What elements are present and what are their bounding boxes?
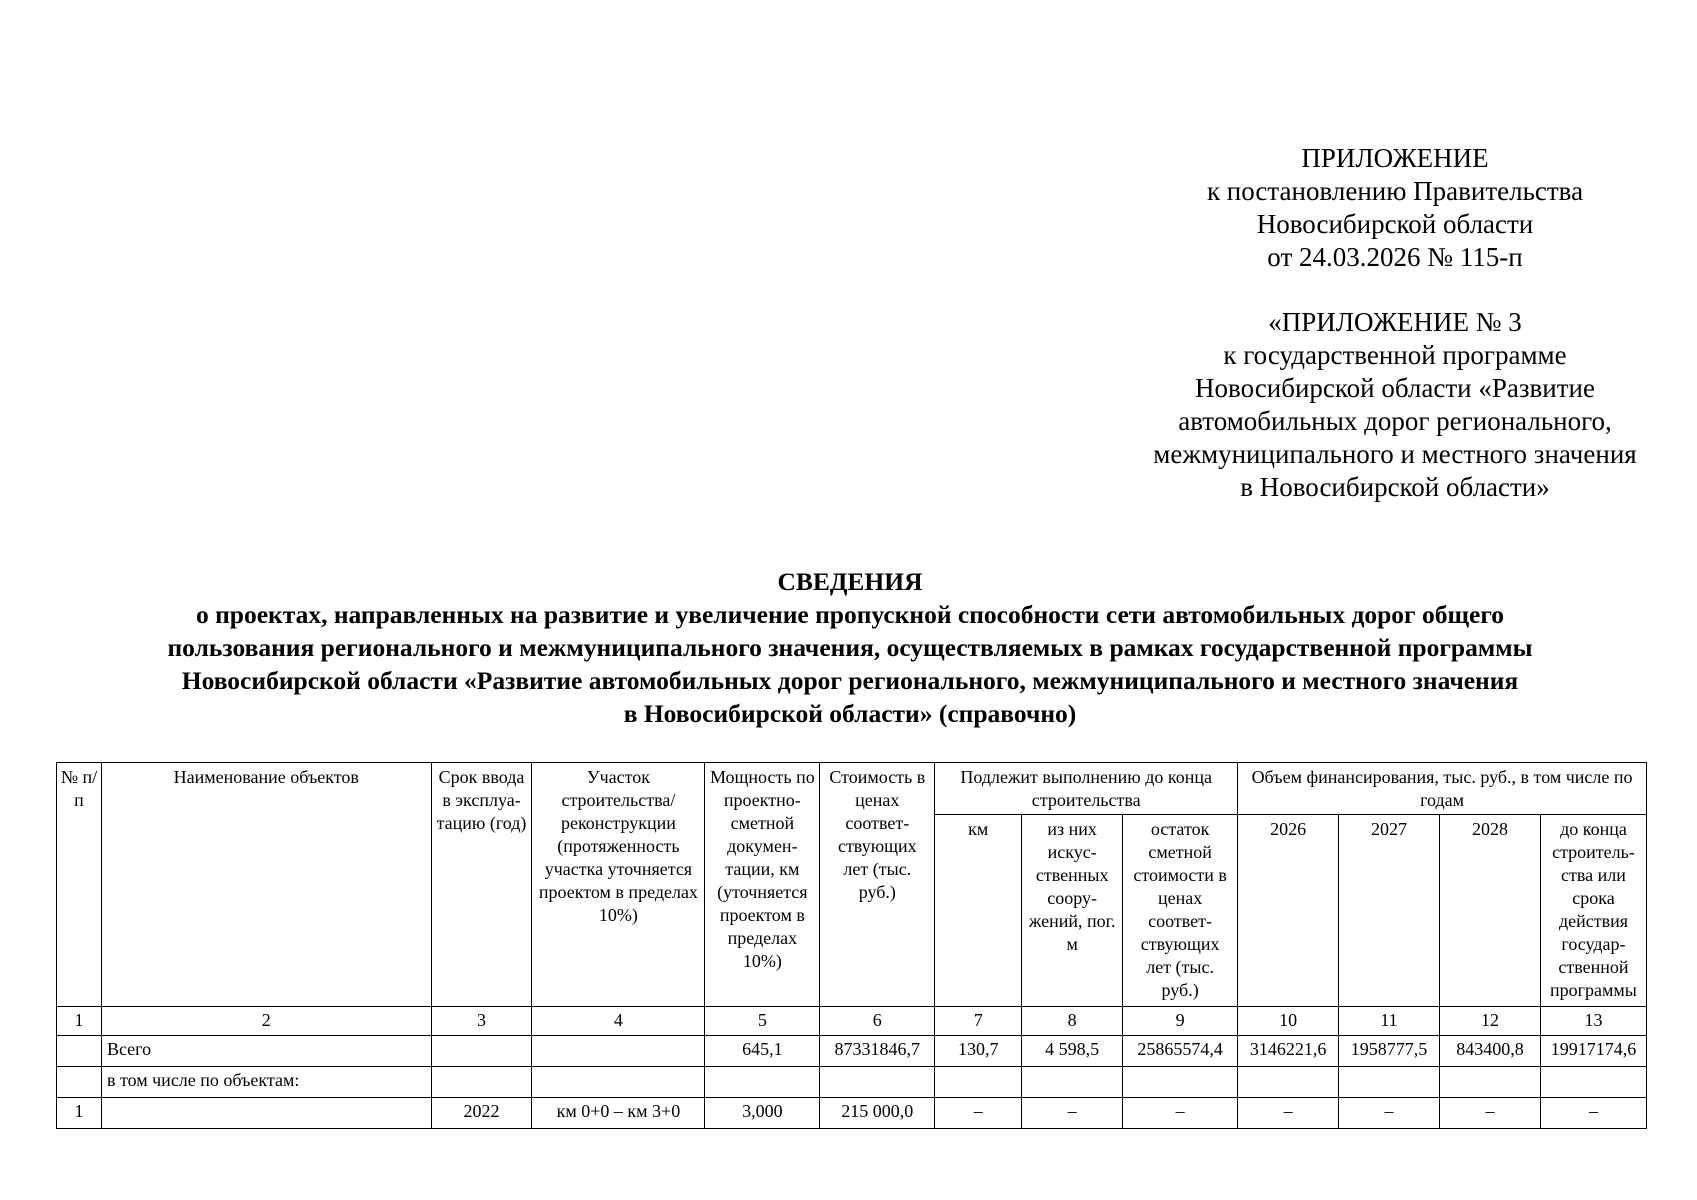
- column-number: 4: [532, 1007, 705, 1036]
- column-number: 1: [57, 1007, 102, 1036]
- table-cell: [431, 1067, 532, 1098]
- document-title: [60, 565, 1640, 730]
- table-cell: Всего: [101, 1036, 431, 1067]
- header-to-complete: Подлежит выполнению до конца строительства: [935, 763, 1238, 815]
- column-number: 9: [1123, 1007, 1238, 1036]
- table-cell: 19917174,6: [1540, 1036, 1646, 1067]
- table-cell: 3,000: [705, 1098, 820, 1129]
- title-line: о проектах, направленных на развитие и увеличение пропускной способности сети автомобильных дорог общего: [195, 600, 1505, 629]
- header-cost: Стоимость в ценах соответ-ствующих лет (тыс. руб.): [820, 763, 935, 1007]
- table-row: [57, 1067, 1647, 1098]
- table-cell: [1339, 1067, 1440, 1098]
- appendix-line: Новосибирской области «Развитие: [1195, 373, 1595, 403]
- title-line: пользования регионального и межмуниципального значения, осуществляемых в рамках государственной программы: [167, 633, 1533, 662]
- appendix-line: автомобильных дорог регионального,: [1178, 406, 1612, 436]
- table-row: [57, 1036, 1647, 1067]
- table-cell: 645,1: [705, 1036, 820, 1067]
- table-cell: 1: [57, 1098, 102, 1129]
- table-cell: [1540, 1067, 1646, 1098]
- table-cell: в том числе по объектам:: [101, 1067, 431, 1098]
- table-cell: [1440, 1067, 1541, 1098]
- title-line: в Новосибирской области» (справочно): [623, 699, 1077, 728]
- table-cell: [57, 1036, 102, 1067]
- column-number: 7: [935, 1007, 1022, 1036]
- header-2028: 2028: [1440, 815, 1541, 1007]
- header-name: Наименование объектов: [101, 763, 431, 1007]
- table-cell: 130,7: [935, 1036, 1022, 1067]
- header-remainder: остаток сметной стоимости в ценах соответ-ствующих лет (тыс. руб.): [1123, 815, 1238, 1007]
- column-number: 11: [1339, 1007, 1440, 1036]
- table-cell: 4 598,5: [1022, 1036, 1123, 1067]
- table-row: [57, 1098, 1647, 1129]
- table-cell: [935, 1067, 1022, 1098]
- appendix-line: ПРИЛОЖЕНИЕ: [1301, 143, 1489, 173]
- projects-table: [56, 762, 1647, 1129]
- column-number: 5: [705, 1007, 820, 1036]
- header-num: № п/п: [57, 763, 102, 1007]
- appendix-line: от 24.03.2026 № 115-п: [1267, 242, 1523, 272]
- table-cell: –: [1022, 1098, 1123, 1129]
- table-cell: 3146221,6: [1238, 1036, 1339, 1067]
- table-cell: [1022, 1067, 1123, 1098]
- table-cell: [57, 1067, 102, 1098]
- table-cell: [532, 1036, 705, 1067]
- table-cell: –: [1339, 1098, 1440, 1129]
- column-number: 8: [1022, 1007, 1123, 1036]
- table-cell: км 0+0 – км 3+0: [532, 1098, 705, 1129]
- table-cell: 25865574,4: [1123, 1036, 1238, 1067]
- header-financing: Объем финансирования, тыс. руб., в том числе по годам: [1238, 763, 1647, 815]
- table-cell: 215 000,0: [820, 1098, 935, 1129]
- header-section: Участок строительства/ реконструкции (протяженность участка уточняется проектом в пределах 10%): [532, 763, 705, 1007]
- table-cell: [1123, 1067, 1238, 1098]
- appendix-header: [1110, 142, 1680, 504]
- table-cell: 87331846,7: [820, 1036, 935, 1067]
- title-line: Новосибирской области «Развитие автомобильных дорог регионального, межмуниципального и местного значения: [181, 666, 1519, 695]
- header-km: км: [935, 815, 1022, 1007]
- table-cell: 2022: [431, 1098, 532, 1129]
- column-number: 13: [1540, 1007, 1646, 1036]
- table-cell: –: [1540, 1098, 1646, 1129]
- appendix-line: «ПРИЛОЖЕНИЕ № 3: [1268, 307, 1522, 337]
- table-cell: –: [935, 1098, 1022, 1129]
- table-cell: [431, 1036, 532, 1067]
- table-cell: 843400,8: [1440, 1036, 1541, 1067]
- table-cell: –: [1123, 1098, 1238, 1129]
- table-cell: –: [1440, 1098, 1541, 1129]
- column-number: 10: [1238, 1007, 1339, 1036]
- appendix-line: в Новосибирской области»: [1240, 472, 1550, 502]
- table-cell: [820, 1067, 935, 1098]
- header-structures: из них искус-ственных соору-жений, пог. м: [1022, 815, 1123, 1007]
- column-number: 3: [431, 1007, 532, 1036]
- title-heading: СВЕДЕНИЯ: [777, 567, 923, 596]
- appendix-line: Новосибирской области: [1256, 209, 1534, 239]
- table-cell: –: [1238, 1098, 1339, 1129]
- header-until-end: до конца строитель-ства или срока действия государ-ственной программы: [1540, 815, 1646, 1007]
- appendix-line: межмуниципального и местного значения: [1153, 439, 1637, 469]
- table-cell: [705, 1067, 820, 1098]
- header-2027: 2027: [1339, 815, 1440, 1007]
- header-row: [57, 763, 1647, 815]
- table-cell: 1958777,5: [1339, 1036, 1440, 1067]
- table-cell: [101, 1098, 431, 1129]
- column-number-row: [57, 1007, 1647, 1036]
- table-cell: [532, 1067, 705, 1098]
- header-2026: 2026: [1238, 815, 1339, 1007]
- appendix-line: к государственной программе: [1223, 340, 1567, 370]
- column-number: 12: [1440, 1007, 1541, 1036]
- column-number: 2: [101, 1007, 431, 1036]
- header-term: Срок ввода в эксплуа-тацию (год): [431, 763, 532, 1007]
- header-capacity: Мощность по проектно-сметной докумен-тации, км (уточняется проектом в пределах 10%): [705, 763, 820, 1007]
- table-cell: [1238, 1067, 1339, 1098]
- column-number: 6: [820, 1007, 935, 1036]
- spacer: [1110, 274, 1680, 306]
- appendix-line: к постановлению Правительства: [1206, 176, 1584, 206]
